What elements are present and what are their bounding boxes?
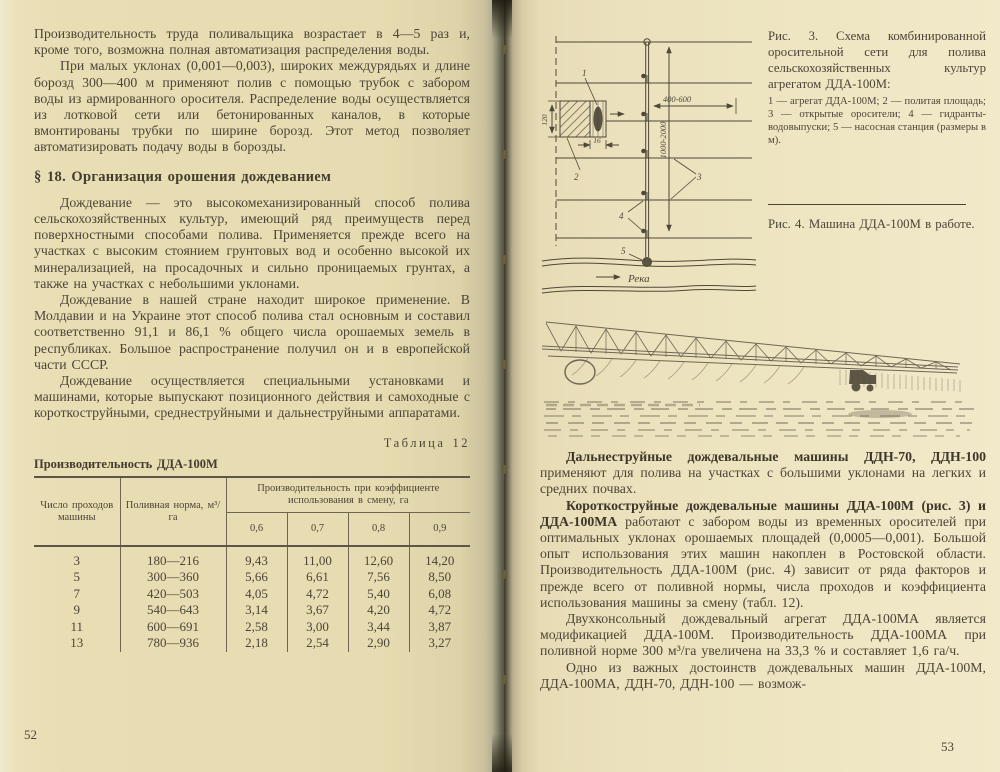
section-heading: § 18. Организация орошения дождеванием — [34, 168, 332, 185]
paragraph: Дождевание — это высокомеханизированный способ полива сельскохозяйственных культур, имеющий ряд преимуществ перед поверхностными способами полива. Применяется прежде всего на участках с высоким стоянием грунтовых вод и особенно высокой их минерализацией, на просадочных и сильно проницаемых грунтах, а также на участках с небольшими уклонами. — [34, 194, 470, 291]
table-row: 7 420—503 4,05 4,72 5,40 6,08 — [34, 586, 470, 602]
paragraph: Дождевание в нашей стране находит широкое применение. В Молдавии и на Украине этот способ полива стал основным и составил соответственно 91,1 и 86,1 % общего числа орошаемых земель в республиках. Большое распространение получил он и в европейской части СССР. — [34, 292, 470, 372]
diagram-label-5: 5 — [621, 246, 626, 256]
fig4-caption: Рис. 4. Машина ДДА-100М в работе. — [768, 217, 975, 231]
right-page — [504, 0, 1000, 772]
col-header-passes: Число проходов машины — [34, 477, 120, 546]
table-row: 11 600—691 2,58 3,00 3,44 3,87 — [34, 619, 470, 635]
paragraph: Дальнеструйные дождевальные машины ДДН-70, ДДН-100 применяют для полива на участках с большими уклонами на легких и средних почвах. — [540, 449, 986, 497]
page-number-right: 53 — [941, 739, 954, 754]
fig3-caption: Рис. 3. Схема комбинированной оросительной сети для полива сельскохозяйственных культур агрегатом ДДА-100М: — [768, 29, 986, 91]
diagram-dim-16: 16 — [593, 136, 601, 145]
fig4-photo — [540, 306, 982, 440]
paragraph: Двухконсольный дождевальный агрегат ДДА-100МА является модификацией ДДА-100М. Производительность ДДА-100МА при поливной норме 300 м³/га увеличена на 33,3 % и составляет 1,6 га/ч. — [540, 611, 986, 659]
paragraph-lead: Дальнеструйные дождевальные машины ДДН-70, ДДН-100 — [566, 449, 986, 464]
diagram-dim-height: 1000-2000 — [658, 121, 668, 159]
table-row: 9 540—643 3,14 3,67 4,20 4,72 — [34, 602, 470, 618]
table-title: Производительность ДДА-100М — [34, 456, 218, 471]
table-row: 3 180—216 9,43 11,00 12,60 14,20 — [34, 546, 470, 569]
figure3-block — [540, 28, 986, 300]
fig3-diagram — [540, 28, 758, 298]
paragraph: Производительность труда поливальщика возрастает в 4—5 раз и, кроме того, возможна полная автоматизация распределения воды. — [34, 26, 470, 58]
caption-divider — [768, 204, 966, 205]
diagram-dim-width: 400-600 — [662, 94, 692, 104]
coef-header: 0,6 — [226, 513, 287, 547]
paragraph: При малых уклонах (0,001—0,003), широких междурядьях и длине борозд 300—400 м применяют полив с помощью трубок с забором воды из армированного оросителя. Распределение воды осуществляется из лотковой сети или бетонированных каналов, в которые вмонтированы трубки по ширине борозд. Этот метод позволяет автоматизировать подачу воды в борозды. — [34, 58, 470, 155]
col-header-productivity: Производительность при коэффициенте использования в смену, га — [226, 477, 470, 513]
diagram-label-4: 4 — [619, 211, 624, 221]
diagram-river-label: Река — [628, 273, 650, 285]
page-number-left: 52 — [24, 727, 37, 742]
productivity-table — [34, 476, 470, 651]
paragraph: Дождевание осуществляется специальными установками и машинами, которые выпускают позиционного действия и самоходные с короткоструйными, среднеструйными и дальнеструйными аппаратами. — [34, 373, 470, 421]
coef-header: 0,8 — [348, 513, 409, 547]
diagram-label-2: 2 — [574, 172, 579, 182]
col-header-norm: Поливная норма, м³/га — [120, 477, 226, 546]
diagram-label-3: 3 — [697, 172, 702, 182]
coef-header: 0,9 — [409, 513, 470, 547]
diagram-dim-120: 120 — [540, 114, 549, 126]
fig3-legend: 1 — агрегат ДДА-100М; 2 — политая площадь; 3 — открытые оросители; 4 — гидранты-водовыпуски; 5 — насосная станция (размеры в м). — [768, 96, 986, 146]
paragraph-lead: Короткоструйные дождевальные машины ДДА-100М (рис. 3) и ДДА-100МА — [540, 497, 986, 529]
diagram-label-1: 1 — [582, 68, 587, 78]
table-label: Таблица 12 — [383, 435, 470, 450]
paragraph: Одно из важных достоинств дождевальных машин ДДА-100М, ДДА-100МА, ДДН-70, ДДН-100 — возмож- — [540, 659, 986, 691]
table-row: 5 300—360 5,66 6,61 7,56 8,50 — [34, 569, 470, 585]
coef-header: 0,7 — [287, 513, 348, 547]
paragraph: Короткоструйные дождевальные машины ДДА-100М (рис. 3) и ДДА-100МА работают с забором воды из временных оросителей при оптимальных уклонах орошаемых площадей (0,0005—0,001). Большой опыт использования этих машин накоплен в Ростовской области. Производительность ДДА-100М (рис. 4) зависит от ряда факторов и прежде всего от поливной нормы, числа проходов и коэффициента использования машины за смену (табл. 12). — [540, 497, 986, 610]
table-row: 13 780—936 2,18 2,54 2,90 3,27 — [34, 635, 470, 651]
